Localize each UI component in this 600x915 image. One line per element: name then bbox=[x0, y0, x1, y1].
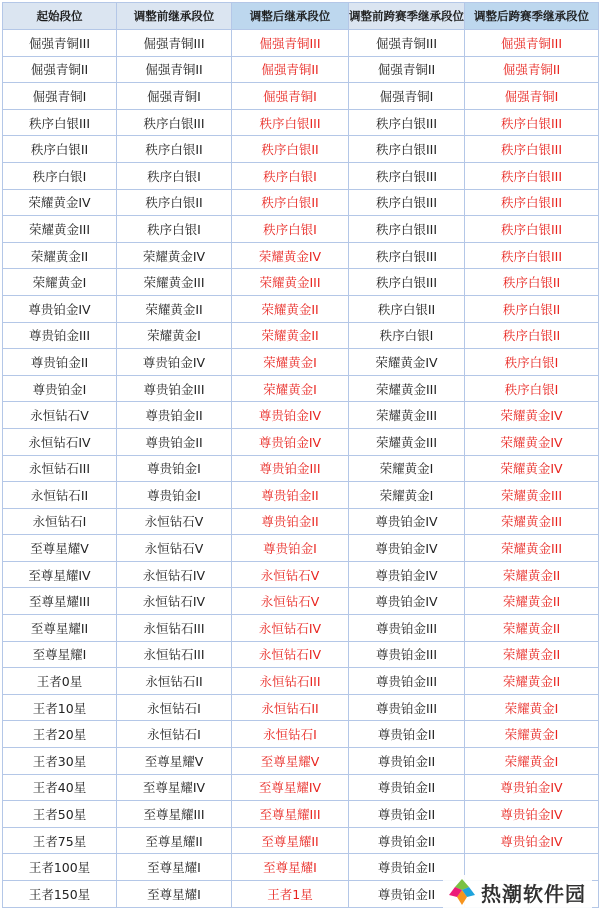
table-row bbox=[3, 295, 599, 322]
table-row bbox=[3, 136, 599, 163]
table-row bbox=[3, 30, 599, 57]
cell-before-inherit: 永恒钻石III bbox=[117, 641, 232, 668]
cell-after-cross-season: 倔强青铜III bbox=[465, 30, 599, 57]
cell-after-inherit: 尊贵铂金II bbox=[232, 482, 349, 509]
header-after-cross-season: 调整后跨赛季继承段位 bbox=[465, 3, 599, 30]
cell-after-cross-season: 荣耀黄金III bbox=[465, 508, 599, 535]
cell-after-inherit: 至尊星耀I bbox=[232, 854, 349, 881]
cell-before-inherit: 尊贵铂金III bbox=[117, 375, 232, 402]
cell-after-cross-season: 荣耀黄金IV bbox=[465, 455, 599, 482]
table-row bbox=[3, 641, 599, 668]
cell-before-inherit: 尊贵铂金IV bbox=[117, 349, 232, 376]
cell-before-cross-season: 尊贵铂金II bbox=[349, 854, 465, 881]
cell-after-inherit: 永恒钻石IV bbox=[232, 641, 349, 668]
cell-after-inherit: 至尊星耀III bbox=[232, 801, 349, 828]
cell-before-cross-season: 秩序白银III bbox=[349, 269, 465, 296]
table-row bbox=[3, 615, 599, 642]
table-row bbox=[3, 774, 599, 801]
cell-before-cross-season: 秩序白银III bbox=[349, 109, 465, 136]
cell-start-rank: 倔强青铜II bbox=[3, 56, 117, 83]
cell-after-inherit: 至尊星耀V bbox=[232, 748, 349, 775]
cell-start-rank: 永恒钻石III bbox=[3, 455, 117, 482]
cell-before-cross-season: 秩序白银III bbox=[349, 136, 465, 163]
cell-after-cross-season: 秩序白银III bbox=[465, 109, 599, 136]
cell-after-inherit: 尊贵铂金IV bbox=[232, 402, 349, 429]
cell-start-rank: 秩序白银I bbox=[3, 162, 117, 189]
header-start-rank: 起始段位 bbox=[3, 3, 117, 30]
table-row bbox=[3, 561, 599, 588]
cell-after-cross-season: 秩序白银III bbox=[465, 189, 599, 216]
cell-start-rank: 尊贵铂金IV bbox=[3, 295, 117, 322]
table-row bbox=[3, 162, 599, 189]
cell-before-cross-season: 尊贵铂金II bbox=[349, 774, 465, 801]
cell-after-cross-season: 荣耀黄金I bbox=[465, 721, 599, 748]
cell-start-rank: 至尊星耀V bbox=[3, 535, 117, 562]
cell-before-inherit: 至尊星耀II bbox=[117, 827, 232, 854]
cell-before-cross-season: 尊贵铂金II bbox=[349, 801, 465, 828]
cell-start-rank: 王者30星 bbox=[3, 748, 117, 775]
cell-start-rank: 秩序白银II bbox=[3, 136, 117, 163]
cell-before-cross-season: 尊贵铂金IV bbox=[349, 588, 465, 615]
cell-before-inherit: 荣耀黄金I bbox=[117, 322, 232, 349]
cell-before-cross-season: 尊贵铂金II bbox=[349, 748, 465, 775]
cell-start-rank: 尊贵铂金III bbox=[3, 322, 117, 349]
cell-before-inherit: 永恒钻石I bbox=[117, 721, 232, 748]
cell-before-cross-season: 倔强青铜II bbox=[349, 56, 465, 83]
cell-after-inherit: 秩序白银III bbox=[232, 109, 349, 136]
cell-before-inherit: 秩序白银I bbox=[117, 162, 232, 189]
cell-after-inherit: 倔强青铜I bbox=[232, 83, 349, 110]
cell-before-cross-season: 荣耀黄金IV bbox=[349, 349, 465, 376]
cell-before-inherit: 永恒钻石III bbox=[117, 615, 232, 642]
cell-after-cross-season: 秩序白银I bbox=[465, 349, 599, 376]
cell-before-cross-season: 荣耀黄金III bbox=[349, 375, 465, 402]
table-row bbox=[3, 455, 599, 482]
cell-before-cross-season: 秩序白银I bbox=[349, 322, 465, 349]
cell-after-inherit: 倔强青铜III bbox=[232, 30, 349, 57]
cell-before-inherit: 秩序白银I bbox=[117, 216, 232, 243]
cell-start-rank: 尊贵铂金I bbox=[3, 375, 117, 402]
cell-before-inherit: 永恒钻石IV bbox=[117, 561, 232, 588]
table-row bbox=[3, 83, 599, 110]
header-before-inherit: 调整前继承段位 bbox=[117, 3, 232, 30]
cell-before-inherit: 尊贵铂金I bbox=[117, 455, 232, 482]
table-row bbox=[3, 694, 599, 721]
cell-after-cross-season: 秩序白银III bbox=[465, 162, 599, 189]
cell-before-inherit: 永恒钻石II bbox=[117, 668, 232, 695]
cell-after-inherit: 秩序白银I bbox=[232, 216, 349, 243]
table-row bbox=[3, 668, 599, 695]
cell-before-cross-season: 秩序白银II bbox=[349, 295, 465, 322]
cell-after-inherit: 永恒钻石II bbox=[232, 694, 349, 721]
cell-after-inherit: 至尊星耀IV bbox=[232, 774, 349, 801]
cell-before-inherit: 尊贵铂金I bbox=[117, 482, 232, 509]
cell-after-cross-season: 尊贵铂金IV bbox=[465, 774, 599, 801]
cell-before-inherit: 永恒钻石I bbox=[117, 694, 232, 721]
table-row bbox=[3, 801, 599, 828]
cell-after-inherit: 荣耀黄金III bbox=[232, 269, 349, 296]
cell-after-cross-season: 秩序白银I bbox=[465, 375, 599, 402]
cell-before-cross-season: 秩序白银III bbox=[349, 189, 465, 216]
cell-start-rank: 尊贵铂金II bbox=[3, 349, 117, 376]
cell-start-rank: 秩序白银III bbox=[3, 109, 117, 136]
cell-before-cross-season: 秩序白银III bbox=[349, 216, 465, 243]
rank-inheritance-table bbox=[2, 2, 599, 908]
cell-start-rank: 王者40星 bbox=[3, 774, 117, 801]
cell-start-rank: 王者75星 bbox=[3, 827, 117, 854]
cell-start-rank: 永恒钻石I bbox=[3, 508, 117, 535]
watermark-text: 热潮软件园 bbox=[481, 881, 586, 906]
cell-before-cross-season: 尊贵铂金IV bbox=[349, 508, 465, 535]
cell-before-cross-season: 尊贵铂金III bbox=[349, 694, 465, 721]
cell-before-cross-season: 尊贵铂金II bbox=[349, 881, 465, 908]
table-row bbox=[3, 428, 599, 455]
cell-before-inherit: 荣耀黄金II bbox=[117, 295, 232, 322]
cell-before-cross-season: 倔强青铜I bbox=[349, 83, 465, 110]
table-row bbox=[3, 827, 599, 854]
cell-before-cross-season: 尊贵铂金IV bbox=[349, 561, 465, 588]
table-row bbox=[3, 375, 599, 402]
cell-start-rank: 倔强青铜I bbox=[3, 83, 117, 110]
cell-before-inherit: 永恒钻石V bbox=[117, 535, 232, 562]
cell-start-rank: 王者0星 bbox=[3, 668, 117, 695]
cell-before-cross-season: 倔强青铜III bbox=[349, 30, 465, 57]
table-row bbox=[3, 508, 599, 535]
cell-after-cross-season: 倔强青铜II bbox=[465, 56, 599, 83]
cell-after-inherit: 永恒钻石V bbox=[232, 588, 349, 615]
table-row bbox=[3, 721, 599, 748]
cell-before-inherit: 至尊星耀V bbox=[117, 748, 232, 775]
cell-before-inherit: 倔强青铜III bbox=[117, 30, 232, 57]
cell-before-inherit: 永恒钻石V bbox=[117, 508, 232, 535]
colorful-leaf-logo-icon bbox=[447, 877, 477, 907]
table-row bbox=[3, 109, 599, 136]
cell-before-cross-season: 尊贵铂金III bbox=[349, 615, 465, 642]
cell-after-inherit: 永恒钻石I bbox=[232, 721, 349, 748]
table-row bbox=[3, 322, 599, 349]
cell-after-inherit: 秩序白银II bbox=[232, 189, 349, 216]
table-row bbox=[3, 402, 599, 429]
cell-after-inherit: 秩序白银I bbox=[232, 162, 349, 189]
cell-after-cross-season: 倔强青铜I bbox=[465, 83, 599, 110]
cell-before-cross-season: 秩序白银III bbox=[349, 162, 465, 189]
cell-after-inherit: 荣耀黄金II bbox=[232, 295, 349, 322]
cell-before-inherit: 至尊星耀I bbox=[117, 881, 232, 908]
cell-after-cross-season: 荣耀黄金I bbox=[465, 694, 599, 721]
table-row bbox=[3, 349, 599, 376]
cell-start-rank: 王者10星 bbox=[3, 694, 117, 721]
cell-before-cross-season: 荣耀黄金III bbox=[349, 428, 465, 455]
table-header-row bbox=[3, 3, 599, 30]
cell-start-rank: 至尊星耀IV bbox=[3, 561, 117, 588]
cell-after-inherit: 荣耀黄金IV bbox=[232, 242, 349, 269]
cell-after-inherit: 王者1星 bbox=[232, 881, 349, 908]
cell-after-inherit: 荣耀黄金I bbox=[232, 375, 349, 402]
site-watermark bbox=[443, 875, 592, 909]
cell-before-inherit: 荣耀黄金III bbox=[117, 269, 232, 296]
cell-after-inherit: 永恒钻石V bbox=[232, 561, 349, 588]
cell-before-inherit: 至尊星耀III bbox=[117, 801, 232, 828]
header-after-inherit: 调整后继承段位 bbox=[232, 3, 349, 30]
cell-after-inherit: 倔强青铜II bbox=[232, 56, 349, 83]
cell-before-inherit: 永恒钻石IV bbox=[117, 588, 232, 615]
table-row bbox=[3, 242, 599, 269]
cell-start-rank: 至尊星耀I bbox=[3, 641, 117, 668]
cell-start-rank: 荣耀黄金II bbox=[3, 242, 117, 269]
cell-before-inherit: 至尊星耀I bbox=[117, 854, 232, 881]
header-before-cross-season: 调整前跨赛季继承段位 bbox=[349, 3, 465, 30]
cell-after-inherit: 尊贵铂金III bbox=[232, 455, 349, 482]
cell-start-rank: 王者150星 bbox=[3, 881, 117, 908]
table-row bbox=[3, 269, 599, 296]
table-row bbox=[3, 189, 599, 216]
cell-start-rank: 永恒钻石II bbox=[3, 482, 117, 509]
table-row bbox=[3, 588, 599, 615]
cell-before-cross-season: 尊贵铂金III bbox=[349, 641, 465, 668]
cell-before-cross-season: 荣耀黄金III bbox=[349, 402, 465, 429]
cell-after-inherit: 荣耀黄金II bbox=[232, 322, 349, 349]
cell-after-cross-season: 荣耀黄金II bbox=[465, 588, 599, 615]
cell-start-rank: 王者20星 bbox=[3, 721, 117, 748]
cell-before-cross-season: 尊贵铂金II bbox=[349, 721, 465, 748]
cell-after-inherit: 荣耀黄金I bbox=[232, 349, 349, 376]
cell-before-cross-season: 尊贵铂金II bbox=[349, 827, 465, 854]
cell-before-inherit: 荣耀黄金IV bbox=[117, 242, 232, 269]
cell-after-cross-season: 秩序白银III bbox=[465, 136, 599, 163]
cell-after-cross-season: 荣耀黄金II bbox=[465, 615, 599, 642]
table-row bbox=[3, 535, 599, 562]
cell-start-rank: 荣耀黄金I bbox=[3, 269, 117, 296]
cell-before-cross-season: 荣耀黄金I bbox=[349, 455, 465, 482]
cell-after-cross-season: 尊贵铂金IV bbox=[465, 801, 599, 828]
cell-before-inherit: 尊贵铂金II bbox=[117, 428, 232, 455]
cell-after-inherit: 永恒钻石IV bbox=[232, 615, 349, 642]
cell-before-inherit: 秩序白银II bbox=[117, 136, 232, 163]
cell-after-inherit: 尊贵铂金IV bbox=[232, 428, 349, 455]
cell-after-cross-season: 荣耀黄金II bbox=[465, 641, 599, 668]
cell-after-cross-season: 秩序白银II bbox=[465, 322, 599, 349]
cell-start-rank: 王者50星 bbox=[3, 801, 117, 828]
cell-after-cross-season: 秩序白银III bbox=[465, 242, 599, 269]
cell-after-inherit: 尊贵铂金I bbox=[232, 535, 349, 562]
table-row bbox=[3, 56, 599, 83]
cell-start-rank: 王者100星 bbox=[3, 854, 117, 881]
cell-after-inherit: 永恒钻石III bbox=[232, 668, 349, 695]
cell-before-inherit: 尊贵铂金II bbox=[117, 402, 232, 429]
cell-after-cross-season: 秩序白银II bbox=[465, 269, 599, 296]
cell-before-cross-season: 尊贵铂金III bbox=[349, 668, 465, 695]
cell-start-rank: 荣耀黄金III bbox=[3, 216, 117, 243]
cell-before-inherit: 倔强青铜II bbox=[117, 56, 232, 83]
cell-start-rank: 至尊星耀III bbox=[3, 588, 117, 615]
cell-after-cross-season: 荣耀黄金IV bbox=[465, 402, 599, 429]
cell-after-inherit: 至尊星耀II bbox=[232, 827, 349, 854]
cell-start-rank: 荣耀黄金IV bbox=[3, 189, 117, 216]
cell-after-cross-season: 荣耀黄金III bbox=[465, 535, 599, 562]
cell-start-rank: 永恒钻石V bbox=[3, 402, 117, 429]
cell-after-cross-season: 荣耀黄金IV bbox=[465, 428, 599, 455]
cell-before-inherit: 至尊星耀IV bbox=[117, 774, 232, 801]
cell-start-rank: 至尊星耀II bbox=[3, 615, 117, 642]
cell-before-inherit: 秩序白银III bbox=[117, 109, 232, 136]
cell-before-cross-season: 荣耀黄金I bbox=[349, 482, 465, 509]
cell-after-cross-season: 荣耀黄金II bbox=[465, 668, 599, 695]
cell-after-cross-season: 荣耀黄金III bbox=[465, 482, 599, 509]
cell-before-cross-season: 秩序白银III bbox=[349, 242, 465, 269]
cell-after-cross-season: 荣耀黄金II bbox=[465, 561, 599, 588]
cell-after-cross-season: 荣耀黄金I bbox=[465, 748, 599, 775]
cell-after-cross-season: 尊贵铂金IV bbox=[465, 827, 599, 854]
cell-before-inherit: 倔强青铜I bbox=[117, 83, 232, 110]
table-row bbox=[3, 748, 599, 775]
cell-before-inherit: 秩序白银II bbox=[117, 189, 232, 216]
cell-start-rank: 永恒钻石IV bbox=[3, 428, 117, 455]
cell-after-inherit: 秩序白银II bbox=[232, 136, 349, 163]
table-row bbox=[3, 482, 599, 509]
cell-after-inherit: 尊贵铂金II bbox=[232, 508, 349, 535]
cell-start-rank: 倔强青铜III bbox=[3, 30, 117, 57]
cell-before-cross-season: 尊贵铂金IV bbox=[349, 535, 465, 562]
cell-after-cross-season: 秩序白银III bbox=[465, 216, 599, 243]
cell-after-cross-season: 秩序白银II bbox=[465, 295, 599, 322]
table-row bbox=[3, 216, 599, 243]
